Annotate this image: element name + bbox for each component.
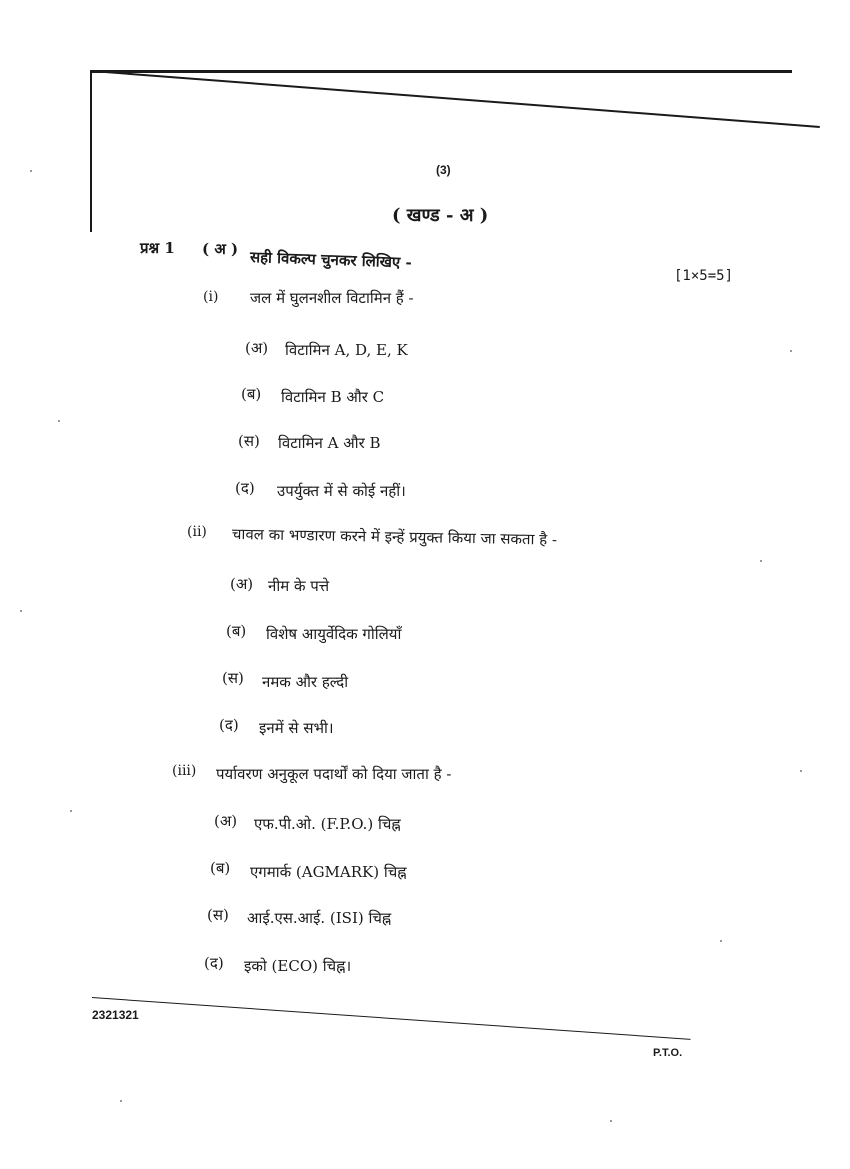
scan-speck	[30, 170, 32, 172]
scan-speck	[120, 1100, 122, 1102]
option-text: विशेष आयुर्वेदिक गोलियाँ	[266, 625, 402, 643]
left-border-line	[90, 72, 92, 232]
item-number: (i)	[203, 289, 219, 305]
option-text: विटामिन B और C	[281, 388, 385, 406]
option-marker: (स)	[207, 906, 229, 924]
item-stem: चावल का भण्डारण करने में इन्हें प्रयुक्त किया जा सकता है -	[231, 525, 558, 549]
section-title: ( खण्ड - अ )	[392, 205, 489, 226]
top-border-line	[90, 70, 792, 73]
option-marker: (ब)	[226, 622, 247, 640]
marks-allotted: [1×5=5]	[674, 268, 734, 284]
pto-label: P.T.O.	[653, 1047, 683, 1059]
option-text: आई.एस.आई. (ISI) चिह्न	[247, 909, 392, 927]
scan-speck	[800, 770, 802, 772]
option-marker: (द)	[204, 954, 224, 972]
option-text: नीम के पत्ते	[268, 577, 330, 595]
option-marker: (स)	[222, 669, 244, 687]
scan-speck	[720, 940, 722, 942]
option-text: इनमें से सभी।	[259, 719, 334, 737]
option-marker: (स)	[238, 432, 260, 450]
option-marker: (अ)	[245, 339, 269, 357]
footer-line	[92, 997, 691, 1040]
slanted-border-line	[92, 70, 820, 128]
option-marker: (द)	[219, 716, 239, 734]
option-text: उपर्युक्त में से कोई नहीं।	[277, 482, 406, 500]
scan-speck	[70, 810, 72, 812]
scan-speck	[610, 1120, 612, 1122]
scan-speck	[58, 420, 60, 422]
page-number: (3)	[436, 163, 451, 177]
option-text: नमक और हल्दी	[262, 673, 349, 691]
option-marker: (अ)	[214, 812, 238, 830]
question-part: ( अ )	[202, 240, 239, 258]
scan-speck	[790, 350, 792, 352]
option-marker: (ब)	[210, 859, 231, 877]
paper-code: 2321321	[92, 1008, 139, 1022]
option-marker: (द)	[235, 479, 255, 497]
item-stem: पर्यावरण अनुकूल पदार्थों को दिया जाता है -	[216, 765, 452, 783]
option-text: विटामिन A और B	[278, 434, 381, 452]
item-number: (ii)	[187, 524, 207, 540]
question-instruction: सही विकल्प चुनकर लिखिए -	[249, 248, 413, 272]
item-number: (iii)	[172, 763, 197, 779]
scan-speck	[20, 610, 22, 612]
option-text: एगमार्क (AGMARK) चिह्न	[250, 863, 407, 881]
question-label: प्रश्न 1	[140, 239, 175, 257]
item-stem: जल में घुलनशील विटामिन हैं -	[250, 289, 414, 307]
option-marker: (ब)	[241, 385, 262, 403]
option-text: विटामिन A, D, E, K	[285, 341, 408, 359]
option-marker: (अ)	[230, 575, 254, 593]
option-text: एफ.पी.ओ. (F.P.O.) चिह्न	[254, 815, 401, 833]
scan-speck	[760, 560, 762, 562]
option-text: इको (ECO) चिह्न।	[244, 957, 352, 975]
